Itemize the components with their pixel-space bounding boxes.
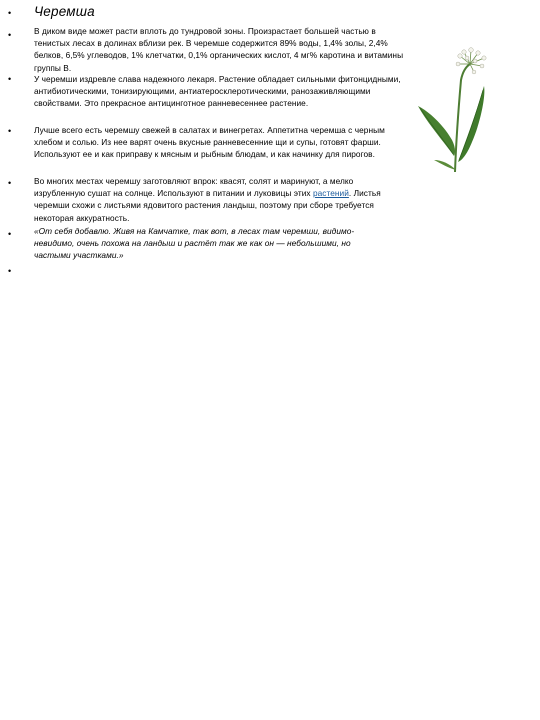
paragraph (34, 175, 404, 224)
bullet-marker: • (8, 74, 12, 84)
quote-paragraph: «От себя добавлю. Живя на Камчатке, так вот, в лесах там черемши, видимо-невидимо, очень похожа на ландыш и растёт так же как он — небольшими, но частыми участками.» (34, 226, 355, 261)
paragraph: В диком виде может расти вплоть до тундровой зоны. Произрастает большей частью в тенистых лесах в долинах вблизи рек. В черемше содержится 89% воды, 1,4% золы, 2,4% белков, 6,5% углеводов, 1% клетчатки, 0,1% органических кислот, 4 мг% каротина и витамины группы В. (34, 26, 404, 73)
paragraph: Лучше всего есть черемшу свежей в салатах и винегретах. Аппетитна черемша с черным хлебом и солью. Из нее варят очень вкусные ранневесенние щи и супы, готовят фарши. Используют ее и как приправу к мясным и рыбным блюдам, и как начинку для пирогов. (34, 125, 385, 160)
wild-garlic-plant-icon (414, 44, 496, 174)
paragraph-text: Во многих местах черемшу заготовляют впрок: квасят, солят и маринуют, а мелко изрубленную сушат на солнце. Используют в питании и луковицы этих (34, 176, 354, 199)
page-title: Черемша (34, 4, 95, 19)
bullet-marker: • (8, 229, 12, 239)
bullet-marker: • (8, 126, 12, 136)
bullet-marker: • (8, 178, 12, 188)
bullet-marker: • (8, 8, 12, 18)
plants-link[interactable]: растений (312, 188, 349, 199)
paragraph: У черемши издревле слава надежного лекаря. Растение обладает сильными фитонцидными, антибиотическими, тонизирующими, антиатеросклеротическими, ранозаживляющими свойствами. Это прекрасное антицинготное ранневесеннее растение. (34, 74, 401, 109)
bullet-marker: • (8, 30, 12, 40)
paragraph-text: . Листья черемши схожи с листьями ядовитого растения ландыш, поэтому при сборе требуется некоторая аккуратность. (34, 188, 381, 223)
bullet-marker: • (8, 266, 12, 276)
